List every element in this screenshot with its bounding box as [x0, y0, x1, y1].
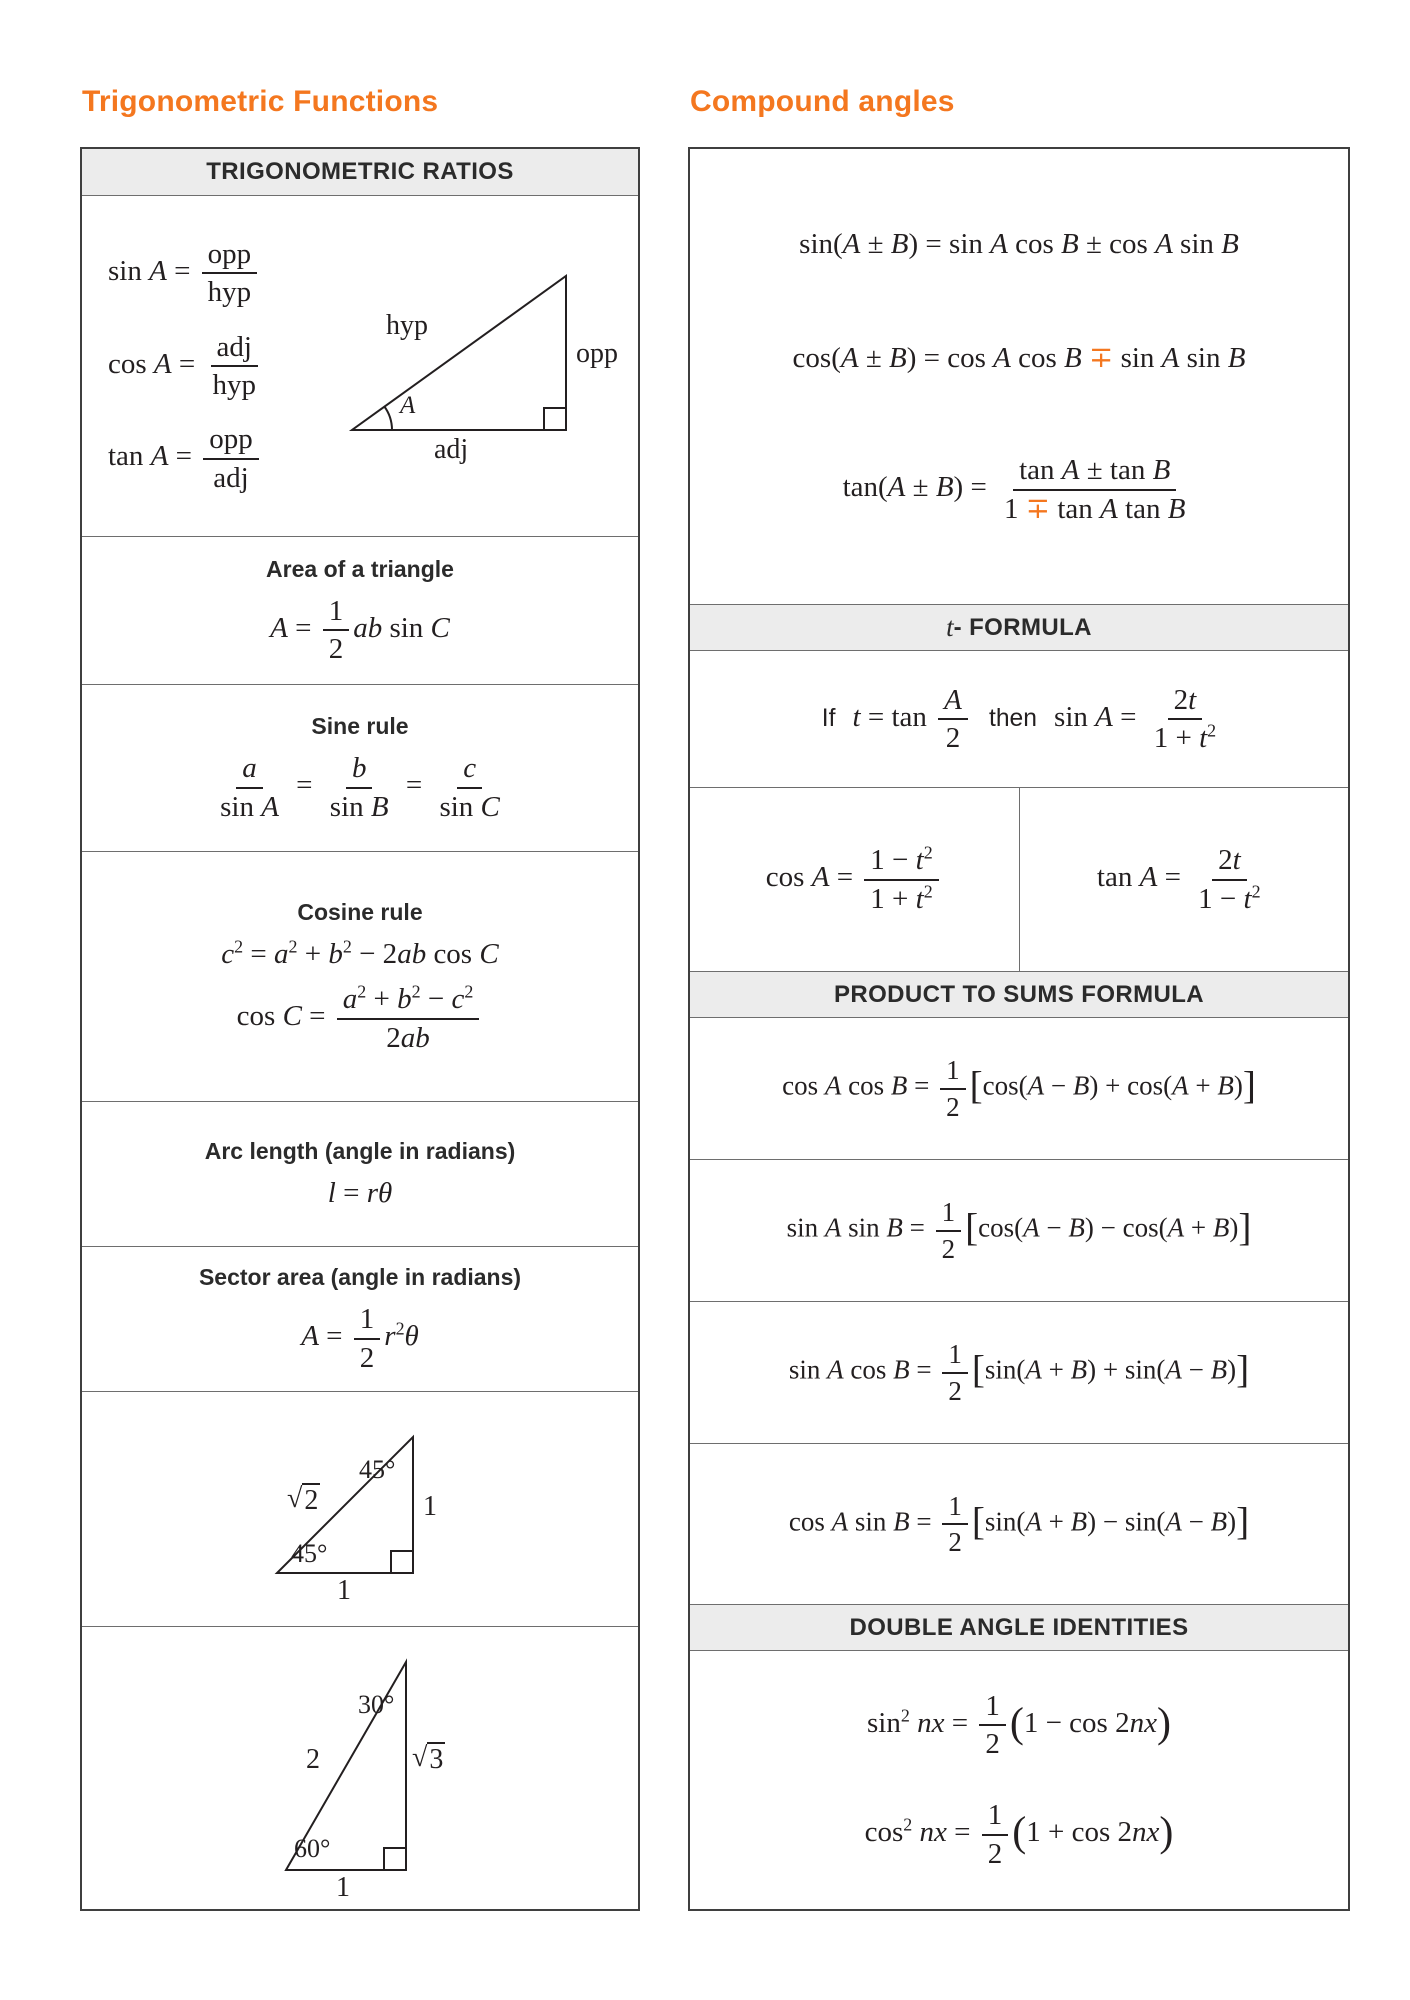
- angle-arc: [384, 406, 392, 430]
- label-base-1: 1: [337, 1574, 351, 1606]
- sine-rule-cell: [82, 684, 638, 851]
- label-angle-top-45: 45°: [359, 1454, 396, 1484]
- formula-tan-ratio: tan A = $\frac{\text{opp}}{\text{adj}}$: [108, 423, 266, 494]
- ratio-formulas: [108, 238, 266, 495]
- arc-length-heading: Arc length (angle in radians): [204, 1138, 516, 1164]
- label-angle-bottom-60: 60°: [294, 1834, 331, 1863]
- triangle-30-60-cell: [82, 1626, 638, 1909]
- formula-sine-rule: $\frac{a}{\text{sin A}}$ = $\frac{b}{\text{sin B}}$ = $\frac{c}{\text{sin C}}$: [220, 752, 500, 823]
- t-formula-cos-tan-row: [690, 787, 1348, 971]
- formula-t-tan: tan A = $\frac{2t}{1 - t^2}$: [1096, 844, 1261, 915]
- formula-sin-ratio: sin A = $\frac{\text{opp}}{\text{hyp}}$: [108, 238, 266, 309]
- product-sinsin-cell: [690, 1159, 1348, 1301]
- left-table: [80, 147, 640, 1911]
- ratios-layout: [82, 238, 638, 495]
- right-triangle-diagram: [334, 262, 624, 470]
- right-table: [688, 147, 1350, 1911]
- label-adj: adj: [434, 434, 469, 465]
- formula-sinsin: sin A sin B = $\frac{1}{2}$ [cos(A − B) − cos(A + B)]: [786, 1197, 1252, 1264]
- t-formula-header: - FORMULA: [953, 613, 1092, 641]
- right-angle-marker: [384, 1848, 406, 1870]
- triangle-45-diagram: [255, 1407, 465, 1612]
- formula-area: A = $\frac{1}{2}$ ab sin C: [270, 594, 450, 665]
- left-column: [80, 85, 640, 1911]
- label-opp: opp: [576, 338, 618, 369]
- trig-ratios-header-row: [82, 149, 638, 195]
- t-formula-header-row: [690, 604, 1348, 650]
- formula-coscos: cos A cos B = $\frac{1}{2}$ [cos(A − B) + cos(A + B)]: [782, 1055, 1256, 1122]
- area-of-triangle-cell: [82, 536, 638, 684]
- formula-sector-area: A = $\frac{1}{2}$ $r^2\theta$: [301, 1303, 419, 1374]
- right-angle-marker: [391, 1551, 413, 1573]
- formula-arc-length: l = rθ: [327, 1177, 393, 1209]
- t-formula-cos-cell: [690, 788, 1019, 971]
- formula-sin-compound: sin(A ± B) = sin A cos B ± cos A sin B: [799, 228, 1239, 261]
- product-cossin-cell: [690, 1443, 1348, 1604]
- double-angle-cell: [690, 1650, 1348, 1909]
- label-angle-A: A: [400, 392, 416, 419]
- formula-t-sin: If t = tan $\frac{A}{2}$ then sin A = $\frac{2t}{1 + t^2}$: [821, 683, 1217, 754]
- t-formula-header-italic-t: t: [946, 612, 954, 642]
- product-to-sums-header: PRODUCT TO SUMS FORMULA: [833, 980, 1205, 1008]
- sine-rule-heading: Sine rule: [311, 713, 409, 740]
- label-hyp-2: 2: [306, 1744, 320, 1775]
- t-formula-tan-cell: [1019, 788, 1349, 971]
- right-page-title: Compound angles: [690, 85, 955, 118]
- product-to-sums-header-row: [690, 971, 1348, 1017]
- triangle-45-cell: [82, 1391, 638, 1626]
- cosine-rule-heading: Cosine rule: [297, 899, 423, 926]
- label-hyp: hyp: [386, 310, 428, 341]
- triangle-30-60-diagram: [244, 1632, 476, 1904]
- cosine-rule-cell: [82, 851, 638, 1101]
- label-angle-top-30: 30°: [358, 1690, 395, 1719]
- label-hyp-sqrt2: √ 2: [287, 1482, 319, 1516]
- formula-sincos: sin A cos B = $\frac{1}{2}$ [sin(A + B) + sin(A − B)]: [788, 1339, 1250, 1406]
- t-formula-sin-cell: [690, 650, 1348, 787]
- label-base-1: 1: [336, 1872, 350, 1903]
- sector-area-cell: [82, 1246, 638, 1391]
- trig-ratios-header: TRIGONOMETRIC RATIOS: [206, 158, 514, 185]
- label-side-1: 1: [423, 1490, 437, 1522]
- formula-cosine-rule-2: cos C = $\frac{a^2 + b^2 - c^2}{2ab}$: [237, 983, 484, 1054]
- compound-angles-cell: [690, 149, 1348, 604]
- product-coscos-cell: [690, 1017, 1348, 1159]
- right-angle-marker: [544, 408, 566, 430]
- left-page-title: Trigonometric Functions: [82, 85, 439, 118]
- trig-ratios-cell: [82, 195, 638, 536]
- area-heading: Area of a triangle: [266, 555, 454, 582]
- formula-cosine-rule-1: $c^2 = a^2 + b^2 - 2ab$ cos C: [221, 936, 499, 971]
- arc-length-cell: [82, 1101, 638, 1246]
- formula-cos2nx: $\cos^2$ nx = $\frac{1}{2}$ (1 + cos 2nx): [864, 1799, 1174, 1870]
- double-angle-header-row: [690, 1604, 1348, 1650]
- formula-cos-compound: cos(A ± B) = cos A cos B ∓ sin A sin B: [792, 342, 1246, 375]
- formula-tan-compound: tan(A ± B) = $\frac{\text{tan A ± tan B}}{\text{1 ∓ tan A tan B}}$: [842, 454, 1186, 525]
- label-side-sqrt3: √ 3: [412, 1742, 444, 1775]
- formula-cossin: cos A sin B = $\frac{1}{2}$ [sin(A + B) − sin(A − B)]: [788, 1490, 1250, 1557]
- formula-sin2nx: $\sin^2$ nx = $\frac{1}{2}$ (1 − cos 2nx): [867, 1689, 1171, 1761]
- double-angle-header: DOUBLE ANGLE IDENTITIES: [849, 1613, 1189, 1641]
- label-angle-bottom-45: 45°: [291, 1538, 328, 1568]
- formula-cos-ratio: cos A = $\frac{\text{adj}}{\text{hyp}}$: [108, 330, 256, 401]
- sector-area-heading: Sector area (angle in radians): [198, 1264, 522, 1291]
- formula-t-cos: cos A = $\frac{1 - t^2}{1 + t^2}$: [766, 844, 943, 915]
- product-sincos-cell: [690, 1301, 1348, 1443]
- right-column: [688, 85, 1350, 1911]
